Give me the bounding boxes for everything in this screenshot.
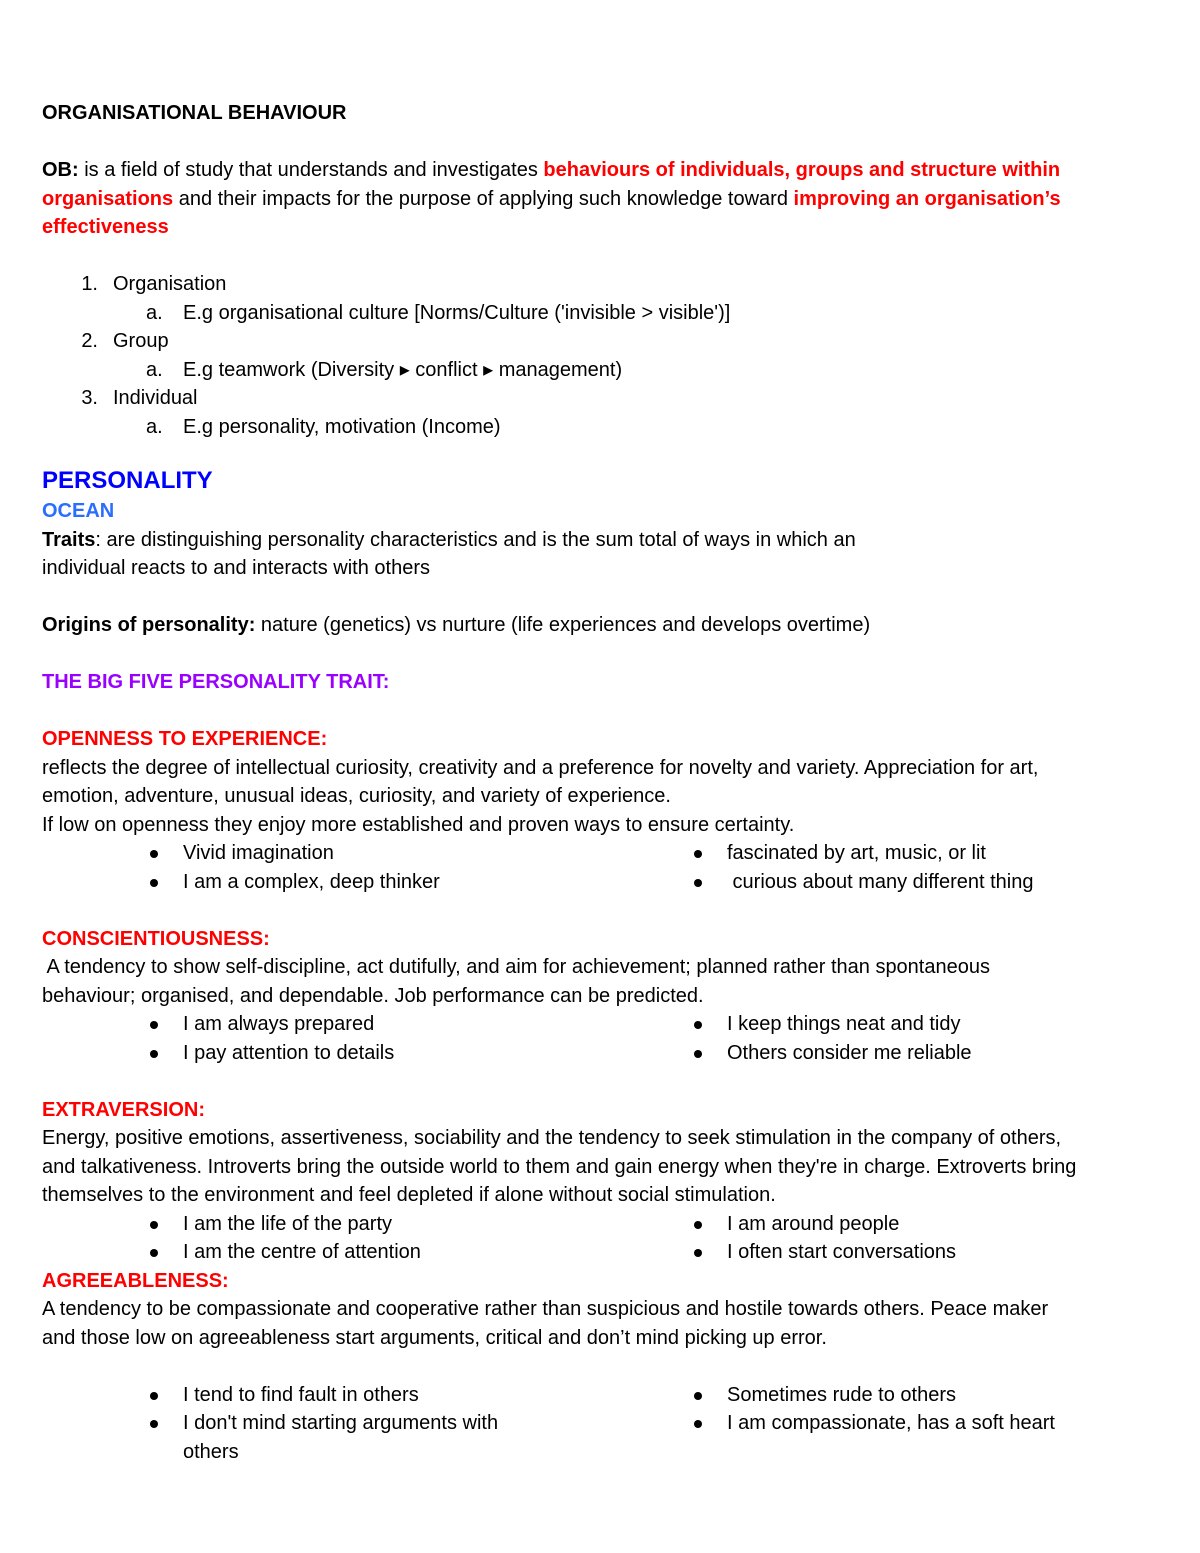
traits-definition-continued: individual reacts to and interacts with others	[42, 557, 430, 579]
bullet-icon	[150, 1221, 158, 1229]
origins-text: nature (genetics) vs nurture (life experiences and develops overtime)	[255, 614, 871, 636]
agreeableness-line-2: and those low on agreeableness start arguments, critical and don’t mind picking up error.	[42, 1326, 827, 1349]
bullet-text: I am the centre of attention	[183, 1241, 421, 1263]
agreeableness-bullets	[42, 1381, 1152, 1467]
bullet-text: I often start conversations	[727, 1241, 957, 1263]
bullet-item	[42, 1381, 635, 1410]
bullet-text: curious about many different thing	[727, 870, 1034, 893]
bullet-icon	[694, 1021, 702, 1029]
conscientiousness-heading: CONSCIENTIOUSNESS:	[42, 927, 270, 950]
bullet-icon	[694, 1050, 702, 1058]
sub-letter: a.	[146, 415, 163, 438]
document-title: ORGANISATIONAL BEHAVIOUR	[42, 102, 347, 124]
traits-label: Traits	[42, 528, 96, 551]
ob-definition	[42, 156, 1162, 242]
bullet-text: I am a complex, deep thinker	[183, 870, 440, 893]
list-item	[42, 384, 1162, 441]
sub-item-text: E.g organisational culture [Norms/Culture ('invisible > visible')]	[183, 301, 731, 324]
bullet-icon	[694, 850, 702, 858]
bullet-column-left	[42, 1381, 635, 1467]
ob-levels-list	[42, 270, 1162, 441]
bullet-icon	[150, 1420, 158, 1428]
bullet-item	[635, 839, 1152, 868]
personality-heading: PERSONALITY	[42, 467, 213, 494]
conscientiousness-line-1: A tendency to show self-discipline, act dutifully, and aim for achievement; planned rather than spontaneous	[42, 956, 990, 978]
bullet-text: I am the life of the party	[183, 1212, 392, 1235]
list-number: 3.	[81, 387, 98, 409]
bullet-item	[635, 1238, 1152, 1267]
traits-definition	[42, 526, 1162, 555]
bullet-icon	[694, 879, 702, 887]
bullet-column-right	[635, 1210, 1152, 1267]
list-item	[42, 270, 1162, 327]
ocean-heading: OCEAN	[42, 500, 115, 522]
conscientiousness-line-2: behaviour; organised, and dependable. Job performance can be predicted.	[42, 984, 704, 1007]
bullet-column-right	[635, 1381, 1152, 1467]
extraversion-bullets	[42, 1210, 1152, 1267]
list-number: 2.	[81, 330, 98, 352]
openness-line-2: emotion, adventure, unusual ideas, curiosity, and variety of experience.	[42, 785, 671, 807]
bullet-icon	[150, 1050, 158, 1058]
bullet-column-left	[42, 1210, 635, 1267]
bullet-text: Vivid imagination	[183, 842, 334, 864]
bullet-item	[635, 868, 1152, 897]
bullet-icon	[150, 1249, 158, 1257]
extraversion-heading: EXTRAVERSION:	[42, 1098, 205, 1121]
bullet-icon	[150, 850, 158, 858]
origins-label: Origins of personality:	[42, 614, 256, 636]
bullet-icon	[694, 1392, 702, 1400]
openness-bullets	[42, 839, 1152, 896]
sub-letter: a.	[146, 358, 163, 381]
extraversion-line-2: and talkativeness. Introverts bring the outside world to them and gain energy when they're in charge. Extroverts bring	[42, 1155, 1077, 1178]
bullet-text: fascinated by art, music, or lit	[727, 842, 986, 864]
bullet-icon	[694, 1221, 702, 1229]
sub-item-text: E.g personality, motivation (Income)	[183, 415, 501, 438]
bullet-item	[635, 1010, 1152, 1039]
ob-highlight-1: behaviours of individuals, groups and structure within organisations	[42, 159, 1061, 210]
bullet-icon	[694, 1420, 702, 1428]
bullet-item	[635, 1381, 1152, 1410]
ob-text-1: is a field of study that understands and investigates	[78, 159, 544, 181]
ob-text-2: and their impacts for the purpose of applying such knowledge toward	[173, 187, 794, 210]
sub-letter: a.	[146, 301, 163, 324]
origins-of-personality	[42, 611, 1162, 640]
bullet-column-right	[635, 839, 1152, 896]
bullet-text: I keep things neat and tidy	[727, 1013, 961, 1035]
bullet-text: I pay attention to details	[183, 1041, 395, 1064]
bullet-text: Sometimes rude to others	[727, 1383, 956, 1406]
bullet-text: I am always prepared	[183, 1013, 375, 1035]
bullet-item	[42, 1238, 635, 1267]
list-item-label: Organisation	[113, 273, 227, 295]
openness-line-1: reflects the degree of intellectual curiosity, creativity and a preference for novelty and variety. Appreciation for art,	[42, 756, 1039, 779]
bullet-item	[42, 1409, 635, 1466]
traits-text: : are distinguishing personality characteristics and is the sum total of ways in which an	[95, 528, 856, 551]
bullet-icon	[694, 1249, 702, 1257]
bullet-icon	[150, 1021, 158, 1029]
bullet-item	[42, 1010, 635, 1039]
list-number: 1.	[81, 273, 98, 295]
list-item-label: Individual	[113, 387, 198, 409]
openness-line-3: If low on openness they enjoy more established and proven ways to ensure certainty.	[42, 813, 795, 836]
bullet-item	[635, 1039, 1152, 1068]
agreeableness-heading: AGREEABLENESS:	[42, 1269, 229, 1292]
bullet-text: I am around people	[727, 1212, 900, 1235]
bullet-text: I tend to find fault in others	[183, 1383, 419, 1406]
ob-label: OB:	[42, 159, 79, 181]
conscientiousness-bullets	[42, 1010, 1152, 1067]
openness-heading: OPENNESS TO EXPERIENCE:	[42, 728, 328, 750]
big-five-heading: THE BIG FIVE PERSONALITY TRAIT:	[42, 671, 390, 693]
bullet-column-left	[42, 839, 635, 896]
bullet-item	[42, 1039, 635, 1068]
list-item-label: Group	[113, 330, 169, 352]
extraversion-line-1: Energy, positive emotions, assertiveness, sociability and the tendency to seek stimulation in the company of others,	[42, 1127, 1062, 1149]
bullet-item	[42, 868, 635, 897]
list-item	[42, 327, 1162, 384]
sub-item-text: E.g teamwork (Diversity ▸ conflict ▸ management)	[183, 358, 623, 381]
ob-highlight-2: improving an organisation’s effectiveness	[42, 187, 1061, 238]
document-page	[42, 99, 1162, 1466]
bullet-text: Others consider me reliable	[727, 1041, 972, 1064]
bullet-item	[42, 1210, 635, 1239]
bullet-item	[635, 1409, 1152, 1438]
bullet-column-left	[42, 1010, 635, 1067]
bullet-item	[635, 1210, 1152, 1239]
bullet-text: I am compassionate, has a soft heart	[727, 1412, 1055, 1434]
bullet-icon	[150, 879, 158, 887]
bullet-item	[42, 839, 635, 868]
extraversion-line-3: themselves to the environment and feel depleted if alone without social stimulation.	[42, 1184, 776, 1206]
bullet-icon	[150, 1392, 158, 1400]
bullet-column-right	[635, 1010, 1152, 1067]
bullet-text: I don't mind starting arguments with others	[183, 1412, 499, 1463]
agreeableness-line-1: A tendency to be compassionate and cooperative rather than suspicious and hostile towards others. Peace maker	[42, 1298, 1049, 1320]
